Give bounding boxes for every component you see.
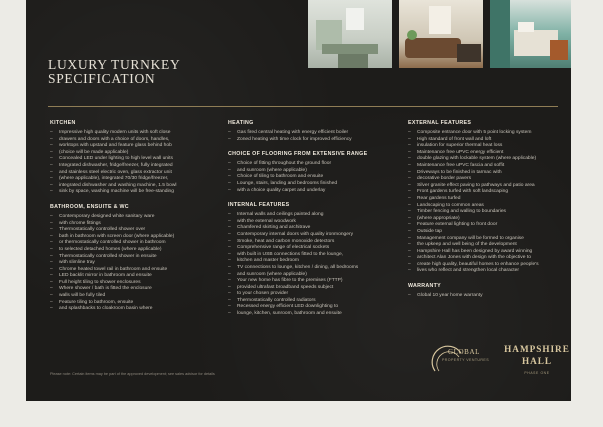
development-name-line-2: HALL [521, 356, 553, 366]
spec-item: – Full height tiling to shower enclosures [50, 280, 220, 287]
spec-item: – with chrome fittings [50, 221, 220, 228]
spec-item: – Timber fencing and walling to boundaries [408, 209, 568, 216]
section-heading: KITCHEN [50, 120, 76, 126]
spec-item: – Rear gardens turfed [408, 196, 568, 203]
spec-item: – architect Alan Jones with design with the objective to [408, 255, 568, 262]
section-heading: BATHROOM, ENSUITE & WC [50, 203, 129, 210]
spec-item: – integrated dishwasher and washing machine, 1.5 bowl [50, 183, 220, 190]
brochure-page [26, 0, 571, 401]
page-title [48, 58, 228, 86]
bedroom-photo [490, 0, 571, 68]
spec-item: – Maintenance free uPVC energy efficient [408, 150, 568, 157]
spec-item: – or thermostatically controlled shower in bathroom [50, 240, 220, 247]
spec-item: – insulation for superior thermal heat loss [408, 143, 568, 150]
spec-item: – Maintenance free uPVC fascia and soffit [408, 163, 568, 170]
spec-item: – Thermostatically controlled radiators [228, 298, 398, 305]
spec-item: – TV connections to lounge, kitchen / dining, all bedrooms [228, 265, 398, 272]
section-divider [48, 106, 558, 107]
spec-item: – Front gardens turfed with soft landscaping [408, 189, 568, 196]
spec-item: – provided ultrafast broadband speeds subject [228, 285, 398, 292]
spec-item: – Outside tap [408, 229, 568, 236]
spec-item: – (choice will be made applicable) [50, 150, 220, 157]
spec-item: – Comprehensive range of electrical sockets [228, 245, 398, 252]
spec-item: – Silver granite effect paving to pathways and patio area [408, 183, 568, 190]
spec-list [50, 130, 220, 196]
global-brand-tagline: PROPERTY VENTURES [442, 358, 490, 362]
spec-item: – Contemporary designed white sanitary ware [50, 214, 220, 221]
footnote: Please note: Certain items may be part of the approved development; see sales advisor for details [50, 372, 215, 376]
spec-list [408, 293, 568, 300]
spec-item: – Recessed energy efficient LED downlighting to [228, 304, 398, 311]
spec-item: – drawers and doors with a choice of doors, handles, [50, 137, 220, 144]
spec-item: – walls will be fully tiled [50, 293, 220, 300]
spec-item: – with built in USB connections fitted to the lounge, [228, 252, 398, 259]
spec-item: – Where shower / bath is fitted the enclosure [50, 286, 220, 293]
spec-list [228, 212, 398, 318]
spec-item: – Lounge, stairs, landing and bedrooms finished [228, 181, 398, 188]
spec-item: – with a choice quality carpet and underlay [228, 188, 398, 195]
spec-item: – with slimline tray [50, 260, 220, 267]
spec-item: – Internal walls and ceilings painted along [228, 212, 398, 219]
spec-item: – LED backlit mirror in bathroom and ensuite [50, 273, 220, 280]
spec-item: – to your chosen provider [228, 291, 398, 298]
spec-item: – Feature tiling to bathroom, ensuite [50, 300, 220, 307]
spec-list [228, 161, 398, 194]
section-heading: EXTERNAL FEATURES [408, 120, 472, 126]
spec-column-3 [408, 120, 568, 308]
spec-list [50, 214, 220, 313]
spec-item: – create high quality, beautiful homes to enhance people's [408, 262, 568, 269]
spec-item: – Composite entrance door with 5 point locking system [408, 130, 568, 137]
spec-item: – Zoned heating with time clock for improved efficiency [228, 137, 398, 144]
spec-item: – lounge, kitchen, sunroom, bathroom and ensuite [228, 311, 398, 318]
spec-item: – the upkeep and well being of the development [408, 242, 568, 249]
living-room-photo [399, 0, 483, 68]
spec-item: – Thermostatically controlled shower in ensuite [50, 254, 220, 261]
spec-item: – Your new home has fibre to the premises (FTTP) [228, 278, 398, 285]
spec-item: – Impressive high quality modern units with soft close [50, 130, 220, 137]
spec-item: – Thermostatically controlled shower over [50, 227, 220, 234]
spec-item: – Global 10 year home warranty [408, 293, 568, 300]
spec-item: – sink by space, washing machine will be free-standing [50, 189, 220, 196]
spec-item: – lives who reflect and strengthen local character [408, 268, 568, 275]
spec-item: – High standard of front wall and loft [408, 137, 568, 144]
spec-item: – and stainless steel electric oven, glass extractor unit [50, 170, 220, 177]
spec-item: – bath in bathroom with screen door (where applicable) [50, 234, 220, 241]
spec-item: – and splashbacks to cloakroom basin where [50, 306, 220, 313]
spec-item: – worktops with upstand and feature glass behind hob [50, 143, 220, 150]
section-heading: CHOICE OF FLOORING FROM EXTENSIVE RANGE [228, 151, 368, 158]
development-name-line-1: HAMPSHIRE [504, 344, 570, 354]
spec-item: – to selected detached homes (where applicable) [50, 247, 220, 254]
title-line-2: SPECIFICATION [48, 71, 156, 86]
spec-list [228, 130, 398, 143]
kitchen-photo [308, 0, 392, 68]
development-subtitle: PHASE ONE [524, 371, 550, 375]
spec-item: – Integrated dishwasher, fridge/freezer, fully integrated [50, 163, 220, 170]
spec-item: – Gas fired central heating with energy efficient boiler [228, 130, 398, 137]
spec-item: – Choice of tiling to bathroom and ensuite [228, 174, 398, 181]
spec-item: – Concealed LED under lighting to high level wall units [50, 156, 220, 163]
spec-item: – Chamfered skirting and architrave [228, 225, 398, 232]
section-heading: WARRANTY [408, 283, 442, 290]
title-line-1: LUXURY TURNKEY [48, 57, 181, 72]
spec-item: – Chrome heated towel rail in bathroom and ensuite [50, 267, 220, 274]
spec-item: – Driveways to be finished in tarmac with [408, 170, 568, 177]
spec-item: – with the external woodwork [228, 219, 398, 226]
section-heading: INTERNAL FEATURES [228, 202, 290, 209]
spec-item: – Management company will be formed to organise [408, 236, 568, 243]
spec-item: – Landscaping to common areas [408, 203, 568, 210]
development-logo [502, 343, 571, 367]
spec-item: – (where appropriate) [408, 216, 568, 223]
spec-item: – (where applicable), integrated 70/30 fridge/freezer, [50, 176, 220, 183]
spec-item: – and sunroom (where applicable) [228, 168, 398, 175]
spec-item: – Contemporary internal doors with quality ironmongery [228, 232, 398, 239]
spec-item: – Hampshire Hall has been designed by award winning [408, 249, 568, 256]
spec-item: – kitchen and master bedroom [228, 258, 398, 265]
spec-column-2 [228, 120, 398, 326]
spec-item: – Feature external lighting to front door [408, 222, 568, 229]
section-heading: HEATING [228, 120, 254, 126]
spec-item: – and sunroom (where applicable) [228, 272, 398, 279]
spec-item: – Choice of fitting throughout the ground floor [228, 161, 398, 168]
spec-list [408, 130, 568, 275]
spec-item: – double glazing with lockable system (where applicable) [408, 156, 568, 163]
spec-item: – decorative border pavers [408, 176, 568, 183]
global-brand-name: GLOBAL [448, 348, 480, 356]
spec-column-1 [50, 120, 220, 321]
spec-item: – Smoke, heat and carbon monoxide detectors [228, 239, 398, 246]
